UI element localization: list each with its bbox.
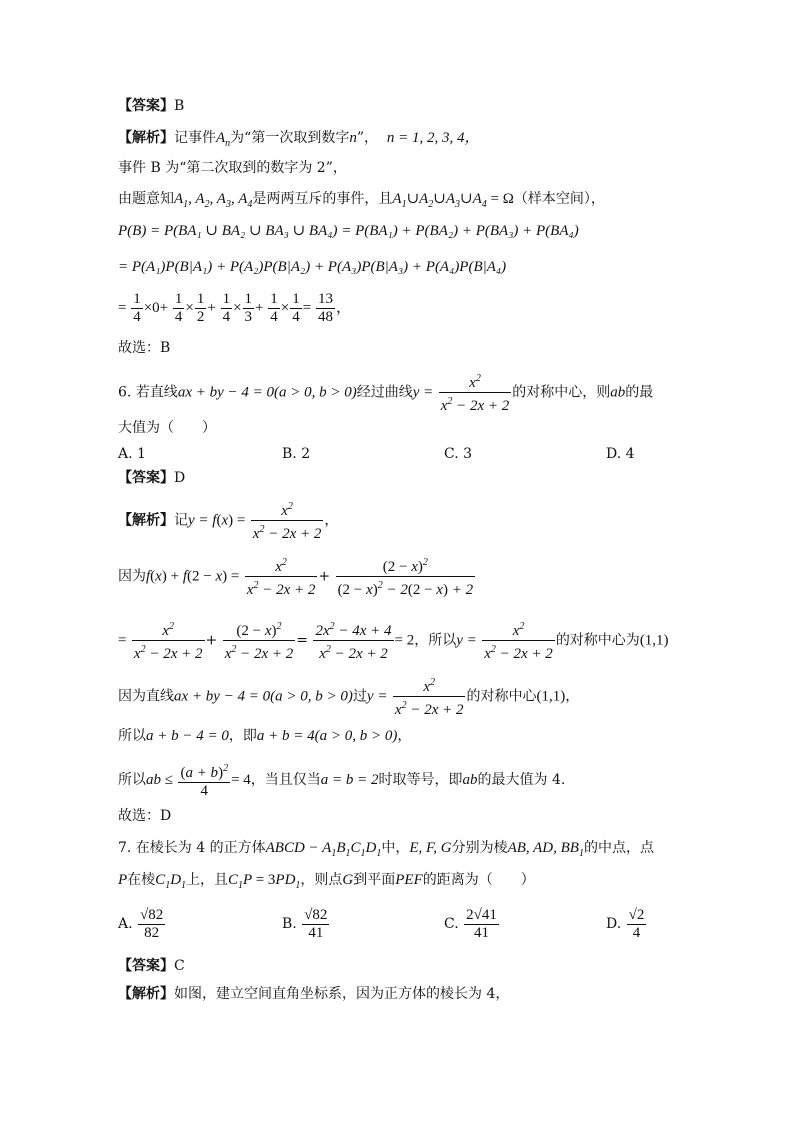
answer-label: 【答案】 (118, 98, 174, 114)
text: 经过曲线 (356, 384, 413, 401)
text: 7. 在棱长为 4 的正方体 (118, 840, 266, 856)
q7-analysis-line1 (118, 984, 509, 1004)
option-label: A. (118, 916, 133, 932)
text: 的最大值为 4. (477, 772, 566, 788)
text: 分别为棱 (451, 840, 508, 856)
answer-value: B (174, 98, 185, 114)
math: a + b − 4 = 0 (146, 728, 229, 744)
q7-option-a: A. $\frac{√82}{82}$ (118, 906, 164, 941)
text: 6. 若直线 (118, 384, 178, 401)
math: (1,1) (536, 688, 566, 705)
q5-eq3: = $\frac{1}{4}$ ×0+ $\frac{1}{4}$ × $\frac{1}{2}$ + $\frac{1}{4}$ × $\frac{1}{3}$ + $\frac{1}{4}$ × $\frac{1}{4}$ = $\frac{13}{48}$ ， (118, 291, 351, 326)
q6-analysis-line2: 因为f(x) + f(2 − x) = $\frac{x^2}{x^2 - 2x + 2}$ + $\frac{(2 - x)^2}{(2 - x)^2 - 2(2 - x) + 2}$ (118, 554, 476, 599)
text: 中， (381, 840, 410, 856)
text: 过 (352, 688, 367, 705)
math: a + b = 4(a > 0, b > 0) (256, 728, 398, 744)
text: 的对称中心，则 (512, 384, 611, 401)
text: 在棱 (127, 872, 156, 888)
q7-option-b: B. $\frac{√82}{41}$ (282, 906, 328, 941)
answer-label: 【答案】 (118, 470, 174, 486)
answer-value: D (174, 470, 186, 486)
q7-option-c: C. $\frac{2√41}{41}$ (444, 906, 497, 941)
q5-eq1: P(B) = P(BA₁ ∪ BA₂ ∪ BA₃ ∪ BA₄) = P(BA₁) + P(BA₂) + P(BA₃) + P(BA₄) (118, 223, 579, 239)
text: 为“第一次取到数字 (230, 130, 350, 146)
math: ax + by − 4 = 0(a > 0, b > 0) (177, 384, 357, 401)
q6-analysis-line4: 因为直线ax + by − 4 = 0(a > 0, b > 0)过y = $\frac{x^2}{x^2 - 2x + 2}$ 的对称中心(1,1)， (118, 674, 579, 719)
math: ax + by − 4 = 0(a > 0, b > 0) (174, 688, 353, 705)
q5-analysis-line3 (118, 189, 605, 215)
text: 上，且 (186, 872, 229, 888)
analysis-label: 【解析】 (118, 986, 174, 1002)
answer-value: C (174, 958, 185, 974)
text: 的最 (625, 384, 654, 401)
q7-answer-line (118, 956, 185, 976)
q5-answer-line (118, 96, 184, 116)
q6-conclusion: 故选：D (118, 808, 172, 824)
q6-analysis-line3: = $\frac{x^2}{x^2 - 2x + 2}$ + $\frac{(2 - x)^2}{x^2 - 2x + 2}$ = $\frac{2x^2 - 4x + 4}{x^2 - 2x + 2}$ = 2，所以y = $\frac{x^2}{x^2 - 2x + 2}$ 的对称中心为(1,1) (118, 618, 669, 663)
text: ， (565, 688, 580, 705)
text: ，当且仅当 (250, 772, 321, 788)
text: ”， (356, 130, 379, 146)
q6-option-d: D. 4 (606, 446, 635, 462)
text: 时取等号，即 (378, 772, 463, 788)
analysis-label: 【解析】 (118, 130, 174, 146)
text: 因为直线 (118, 688, 174, 705)
q5-eq2: = P(A₁)P(B|A₁) + P(A₂)P(B|A₂) + P(A₃)P(B|A₃) + P(A₄)P(B|A₄) (118, 259, 507, 275)
text: 是两两互斥的事件，且 (252, 191, 393, 207)
math: $A_n$ (216, 130, 231, 149)
text: 的对称中心 (466, 688, 537, 705)
q5-analysis-line1: 【解析】记事件$A_n$为“第一次取到数字n”， n = 1, 2, 3, 4， (118, 130, 480, 149)
text: 所以 (118, 728, 146, 744)
q7-stem-line2: P在棱$C_1D_1$上，且$C_1P = 3PD_1$，则点G到平面PEF的距离为（ ） (118, 872, 535, 891)
q6-analysis-line5 (118, 726, 411, 746)
analysis-label: 【解析】 (118, 512, 174, 529)
option-label: B. (282, 916, 297, 932)
q6-option-c: C. 3 (444, 446, 473, 462)
text: 因为 (118, 568, 146, 585)
text: 到平面 (353, 872, 396, 888)
q6-answer-line (118, 468, 185, 488)
q6-stem-line2: 大值为（ ） (118, 420, 216, 436)
text: 所以 (118, 772, 146, 788)
text: ， (397, 728, 412, 744)
text: ，则点 (300, 872, 343, 888)
text: 的中点，点 (583, 840, 654, 856)
text: ，即 (228, 728, 257, 744)
answer-label: 【答案】 (118, 958, 174, 974)
math: a = b = 2 (320, 772, 379, 788)
q7-option-d: D. $\frac{√2}{4}$ (606, 906, 645, 941)
text: ，所以 (414, 632, 457, 649)
math: n = 1, 2, 3, 4， (386, 130, 480, 146)
q7-stem-line1: 7. 在棱长为 4 的正方体ABCD − $A_1B_1C_1D_1$中，E, F, G分别为棱AB, AD, $BB_1$的中点，点 (118, 840, 654, 859)
q6-option-b: B. 2 (282, 446, 311, 462)
math: (1,1) (639, 632, 669, 649)
text: （样本空间）， (513, 191, 605, 207)
text: 由题意知 (118, 191, 174, 207)
q6-analysis-line6: 所以ab ≤ $\frac{(a + b)^2}{4}$ = 4，当且仅当a = b = 2时取等号，即ab的最大值为 4. (118, 758, 565, 802)
text: 的对称中心为 (555, 632, 640, 649)
q5-conclusion: 故选：B (118, 340, 171, 356)
q6-option-a: A. 1 (118, 446, 146, 462)
option-label: C. (444, 916, 459, 932)
option-label: D. (606, 916, 622, 932)
math: $A_1\cup A_2\cup A_3\cup A_4 = \Omega$ (392, 191, 514, 210)
q6-stem-line1: 6. 若直线ax + by − 4 = 0(a > 0, b > 0)经过曲线y = $\frac{x^2}{x^2 - 2x + 2}$ 的对称中心，则ab的最 (118, 370, 653, 415)
q5-analysis-line2: 事件 B 为“第二次取到的数字为 2”， (118, 160, 347, 176)
math: $A_1$, $A_2$, $A_3$, $A_4$ (174, 191, 253, 210)
text: 如图，建立空间直角坐标系，因为正方体的棱长为 4， (174, 986, 510, 1002)
q6-analysis-line1: 【解析】记y = f(x) = $\frac{x^2}{x^2 - 2x + 2}$ ， (118, 498, 338, 543)
text: 的距离为（ ） (422, 872, 535, 888)
text: 记 (174, 512, 188, 529)
text: 记事件 (174, 130, 216, 146)
